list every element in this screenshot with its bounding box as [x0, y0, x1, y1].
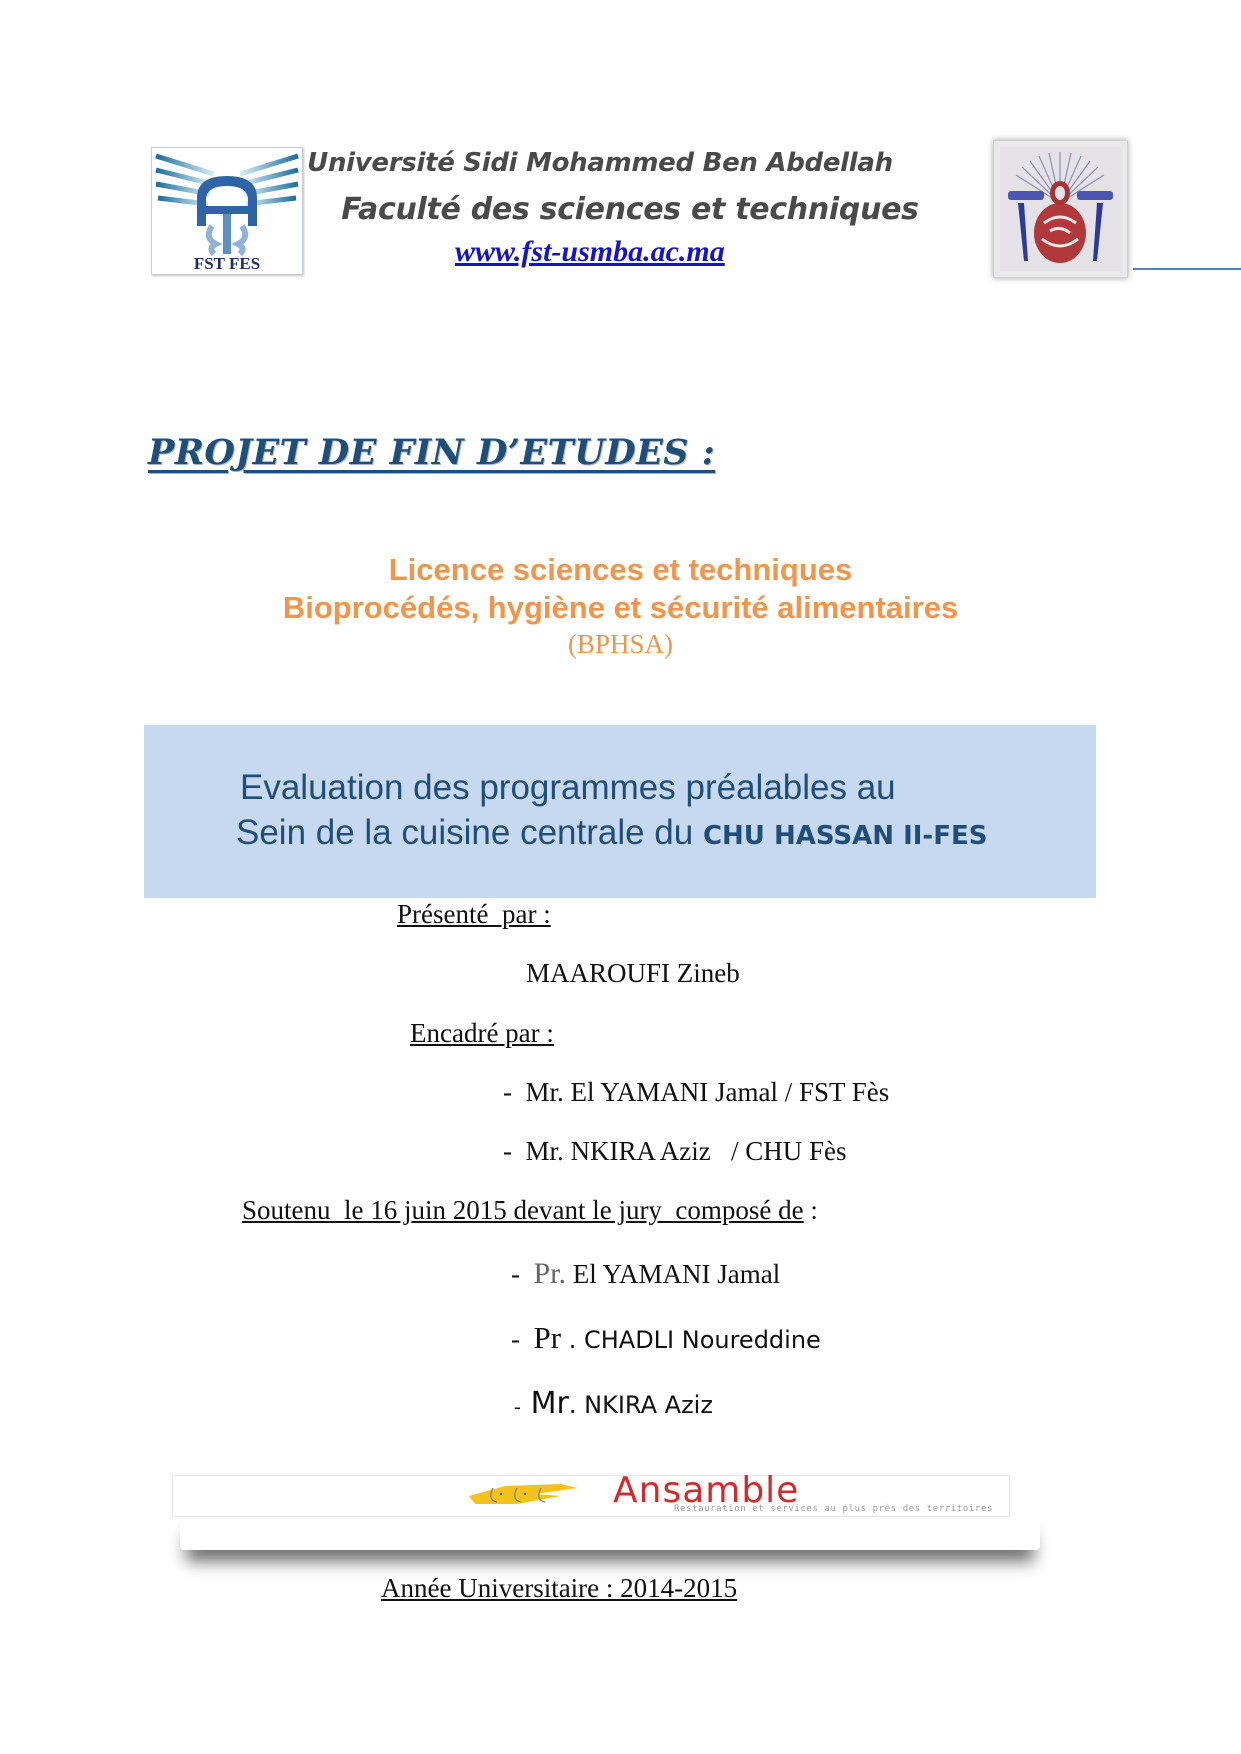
jury-title: Pr	[533, 1320, 562, 1355]
list-dash: -	[511, 1259, 534, 1289]
supervisor-name: Mr. El YAMANI Jamal / FST Fès	[525, 1077, 890, 1107]
jury-name: . CHADLI Noureddine	[561, 1326, 821, 1354]
subject-line-1: Evaluation des programmes préalables au	[240, 768, 896, 807]
usmba-emblem	[993, 140, 1128, 278]
program-acronym: (BPHSA)	[567, 629, 674, 659]
fst-fes-logo-icon	[152, 148, 302, 274]
subject-box	[144, 725, 1096, 898]
program-degree: Licence sciences et techniques	[388, 552, 853, 587]
sponsor-banner	[172, 1470, 1010, 1517]
supervisor-name: Mr. NKIRA Aziz / CHU Fès	[525, 1136, 847, 1166]
jury-name: . NKIRA Aziz	[568, 1391, 713, 1419]
university-name: Université Sidi Mohammed Ben Abdellah	[307, 148, 893, 178]
fst-fes-logo	[151, 147, 303, 275]
jury-name: El YAMANI Jamal	[566, 1259, 781, 1289]
presented-by-label: Présenté par :	[397, 899, 551, 929]
list-dash: -	[503, 1136, 526, 1166]
list-dash: -	[511, 1324, 534, 1354]
subject-institution: CHU HASSAN II-FES	[702, 821, 988, 851]
jury-title: Mr	[530, 1386, 569, 1421]
website-link[interactable]: www.fst-usmba.ac.ma	[455, 235, 725, 268]
defense-statement	[242, 1195, 818, 1226]
subject-line-2-prefix: Sein de la cuisine centrale du	[236, 813, 703, 852]
jury-title: Pr.	[533, 1257, 567, 1290]
jury-member	[511, 1320, 821, 1356]
svg-text:FST FES: FST FES	[193, 254, 261, 273]
jury-member	[514, 1386, 713, 1421]
ansamble-logo-icon	[465, 1482, 585, 1506]
subject-line-2	[236, 813, 987, 853]
academic-year: Année Universitaire : 2014-2015	[381, 1573, 738, 1603]
sponsor-tagline: Restauration et services au plus près des territoires	[674, 1504, 993, 1514]
list-dash: -	[503, 1077, 526, 1107]
supervisor-item	[503, 1077, 889, 1108]
faculty-name: Faculté des sciences et techniques	[341, 192, 919, 227]
defense-text: Soutenu le 16 juin 2015 devant le jury composé de	[242, 1195, 804, 1225]
supervisor-item	[503, 1136, 847, 1167]
project-heading: PROJET DE FIN D’ETUDES :	[148, 432, 716, 473]
student-name: MAAROUFI Zineb	[526, 958, 740, 988]
header-rule	[1133, 268, 1241, 270]
defense-suffix: :	[803, 1195, 818, 1225]
usmba-emblem-icon	[994, 141, 1127, 277]
jury-member	[511, 1257, 780, 1291]
supervised-by-label: Encadré par :	[410, 1018, 554, 1048]
program-specialty: Bioprocédés, hygiène et sécurité alimentaires	[282, 590, 959, 625]
sponsor-name: Ansamble	[613, 1470, 800, 1511]
list-dash: -	[514, 1396, 531, 1418]
